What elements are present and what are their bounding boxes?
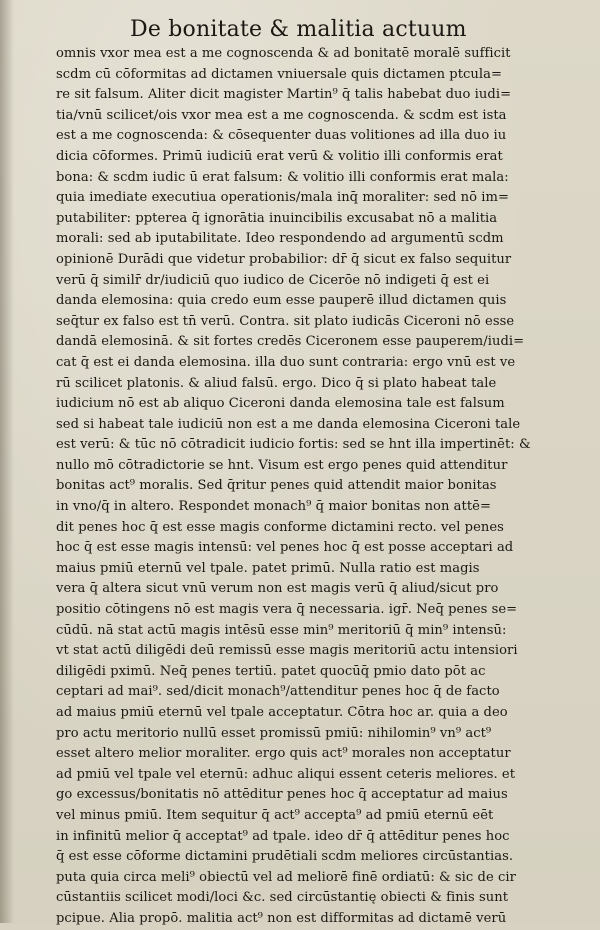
text-line: esset altero melior moraliter. ergo quis act⁹ morales non acceptatur — [56, 746, 511, 762]
text-line: opinionē Durādi que videtur probabilior: dr̄ q̄ sicut ex falso sequitur — [56, 251, 512, 267]
text-line: go excessus/bonitatis nō attēditur penes hoc q̄ acceptatur ad maius — [56, 787, 508, 803]
text-line: ad pmiū vel tpale vel eternū: adhuc aliqui essent ceteris meliores. et — [56, 766, 516, 782]
text-line: verū q̄ similr̄ dr/iudiciū quo iudico de Cicerōe nō indigeti q̄ est ei — [56, 272, 490, 288]
text-block — [56, 44, 556, 930]
running-head: De bonitate & malitia actuum — [130, 17, 467, 42]
text-line: ad maius pmiū eternū vel tpale acceptatur. Cōtra hoc ar. quia a deo — [56, 705, 508, 720]
text-line: rū scilicet platonis. & aliud falsū. ergo. Dico q̄ si plato habeat tale — [56, 375, 497, 391]
text-line: sed si habeat tale iudiciū non est a me danda elemosina Ciceroni tale — [56, 416, 521, 432]
text-line: diligēdi pximū. Neq̄ penes tertiū. patet quocūq̄ pmio dato pōt ac — [56, 663, 486, 679]
text-line: iudicium nō est ab aliquo Ciceroni danda elemosina tale est falsum — [56, 396, 505, 412]
text-line: positio cōtingens nō est magis vera q̄ necessaria. igr̄. Neq̄ penes se= — [56, 602, 518, 618]
text-line: maius pmiū eternū vel tpale. patet primū. Nulla ratio est magis — [56, 560, 480, 576]
text-line: danda elemosina: quia credo eum esse pauperē illud dictamen quis — [56, 293, 507, 309]
text-line: est a me cognoscenda: & cōsequenter duas volitiones ad illa duo iu — [56, 128, 507, 144]
text-line: in infinitū melior q̄ acceptat⁹ ad tpale. ideo dr̄ q̄ attēditur penes hoc — [56, 828, 510, 844]
text-line: dit penes hoc q̄ est esse magis conforme dictamini recto. vel penes — [56, 519, 504, 535]
text-line: dandā elemosinā. & sit fortes credēs Ciceronem esse pauperem/iudi= — [56, 334, 525, 350]
text-line: scdm cū cōformitas ad dictamen vniuersale quis dictamen ptcula= — [56, 66, 503, 82]
text-line: re sit falsum. Aliter dicit magister Martin⁹ q̄ talis habebat duo iudi= — [56, 87, 512, 103]
text-line: puta quia circa meli⁹ obiectū vel ad meliorē finē ordiatū: & sic de cir — [56, 869, 516, 885]
text-line: seq̄tur ex falso est tn̄ verū. Contra. sit plato iudicās Ciceroni nō esse — [56, 313, 515, 329]
text-line: tia/vnū scilicet/ois vxor mea est a me cognoscenda. & scdm est ista — [56, 107, 507, 123]
text-line: vel minus pmiū. Item sequitur q̄ act⁹ accepta⁹ ad pmiū eternū eēt — [56, 807, 494, 823]
text-line: bona: & scdm iudic ū erat falsum: & volitio illi conformis erat mala: — [56, 169, 509, 185]
text-line: ceptari ad mai⁹. sed/dicit monach⁹/attenditur penes hoc q̄ de facto — [56, 684, 500, 700]
text-line: cūdū. nā stat actū magis intēsū esse min⁹ meritoriū q̄ min⁹ intensū: — [56, 622, 507, 638]
text-line: cat q̄ est ei danda elemosina. illa duo sunt contraria: ergo vnū est ve — [56, 354, 516, 370]
text-line: q̄ est esse cōforme dictamini prudētiali scdm meliores circūstantias. — [56, 849, 514, 865]
text-line: dicia cōformes. Primū iudiciū erat verū & volitio illi conformis erat — [56, 148, 503, 164]
text-line: est verū: & tūc nō cōtradicit iudicio fortis: sed se hnt illa impertinēt: & — [56, 437, 531, 453]
text-line: bonitas act⁹ moralis. Sed q̄ritur penes quid attendit maior bonitas — [56, 478, 497, 494]
text-line: omnis vxor mea est a me cognoscenda & ad bonitatē moralē sufficit — [56, 46, 511, 61]
text-line: quia imediate executiua operationis/mala inq̄ moraliter: sed nō im= — [56, 190, 510, 206]
text-line: putabiliter: ppterea q̄ ignorātia inuincibilis excusabat nō a malitia — [56, 210, 498, 226]
text-line: cūstantiis scilicet modi/loci &c. sed circūstantię obiecti & finis sunt — [56, 890, 509, 906]
text-line: vera q̄ altera sicut vnū verum non est magis verū q̄ aliud/sicut pro — [56, 581, 499, 597]
text-line: in vno/q̄ in altero. Respondet monach⁹ q̄ maior bonitas non attē= — [56, 499, 491, 515]
text-line: nullo mō cōtradictorie se hnt. Visum est ergo penes quid attenditur — [56, 457, 508, 473]
text-line: pro actu meritorio nullū esset promissū pmiū: nihilomin⁹ vn⁹ act⁹ — [56, 725, 492, 741]
gutter-shadow — [0, 0, 14, 923]
text-line: morali: sed ab iputabilitate. Ideo respondendo ad argumentū scdm — [56, 231, 504, 247]
text-line: pcipue. Alia propō. malitia act⁹ non est difformitas ad dictamē verū — [56, 910, 507, 926]
text-line: vt stat actū diligēdi deū remissū esse magis meritoriū actu intensiori — [56, 643, 518, 659]
text-line: hoc q̄ est esse magis intensū: vel penes hoc q̄ est posse acceptari ad — [56, 540, 514, 556]
